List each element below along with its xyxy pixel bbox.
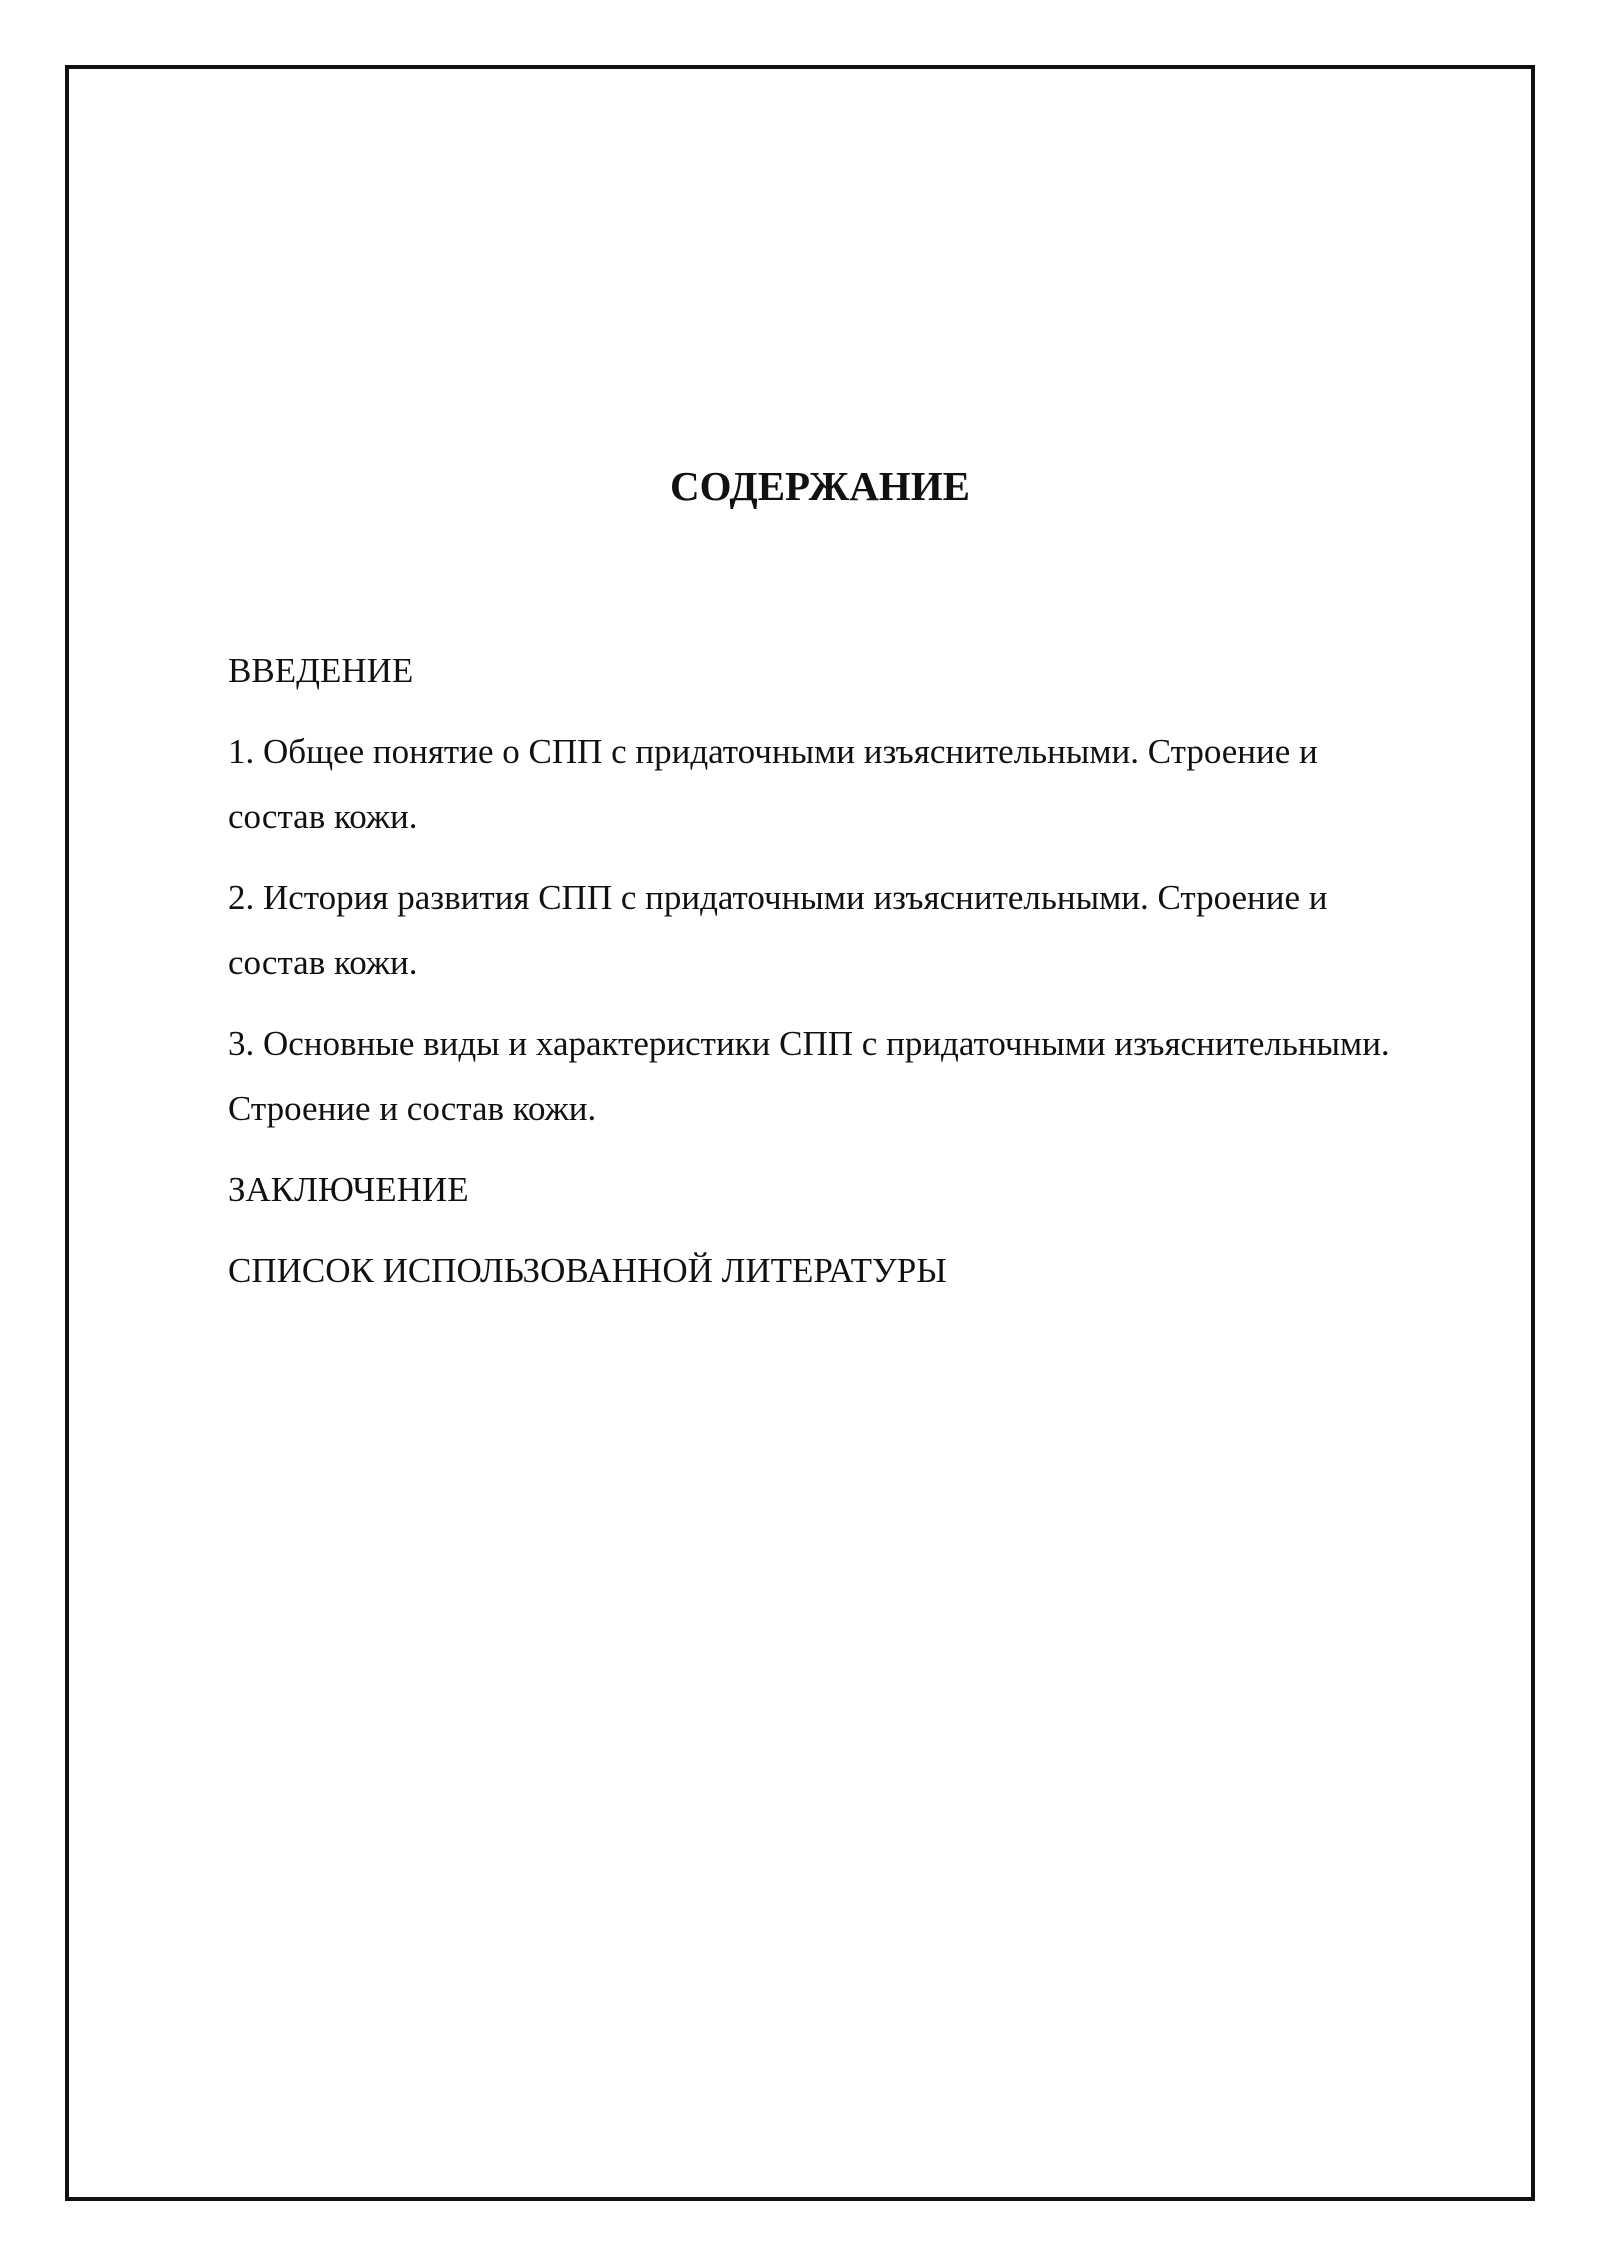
toc-entry-text-continued: состав кожи.	[228, 943, 418, 982]
toc-entry-bibliography	[228, 1238, 1528, 1303]
toc-entry-text: ЗАКЛЮЧЕНИЕ	[228, 1170, 469, 1209]
toc-entry-text: 2. История развития СПП с придаточными изъяснительными. Строение и	[228, 878, 1328, 917]
toc-entry-introduction	[228, 638, 1528, 703]
page-title: СОДЕРЖАНИЕ	[670, 463, 970, 509]
toc-entry-text-continued: Строение и состав кожи.	[228, 1089, 597, 1128]
toc-entry-conclusion	[228, 1157, 1528, 1222]
table-of-contents	[228, 638, 1528, 1319]
toc-entry-chapter-3	[228, 1011, 1528, 1141]
toc-entry-text: ВВЕДЕНИЕ	[228, 651, 414, 690]
toc-entry-text: 3. Основные виды и характеристики СПП с придаточными изъяснительными.	[228, 1024, 1390, 1063]
toc-entry-text: СПИСОК ИСПОЛЬЗОВАННОЙ ЛИТЕРАТУРЫ	[228, 1251, 947, 1290]
toc-entry-chapter-2	[228, 865, 1528, 995]
toc-entry-chapter-1	[228, 719, 1528, 849]
toc-entry-text-continued: состав кожи.	[228, 797, 418, 836]
toc-entry-text: 1. Общее понятие о СПП с придаточными изъяснительными. Строение и	[228, 732, 1318, 771]
